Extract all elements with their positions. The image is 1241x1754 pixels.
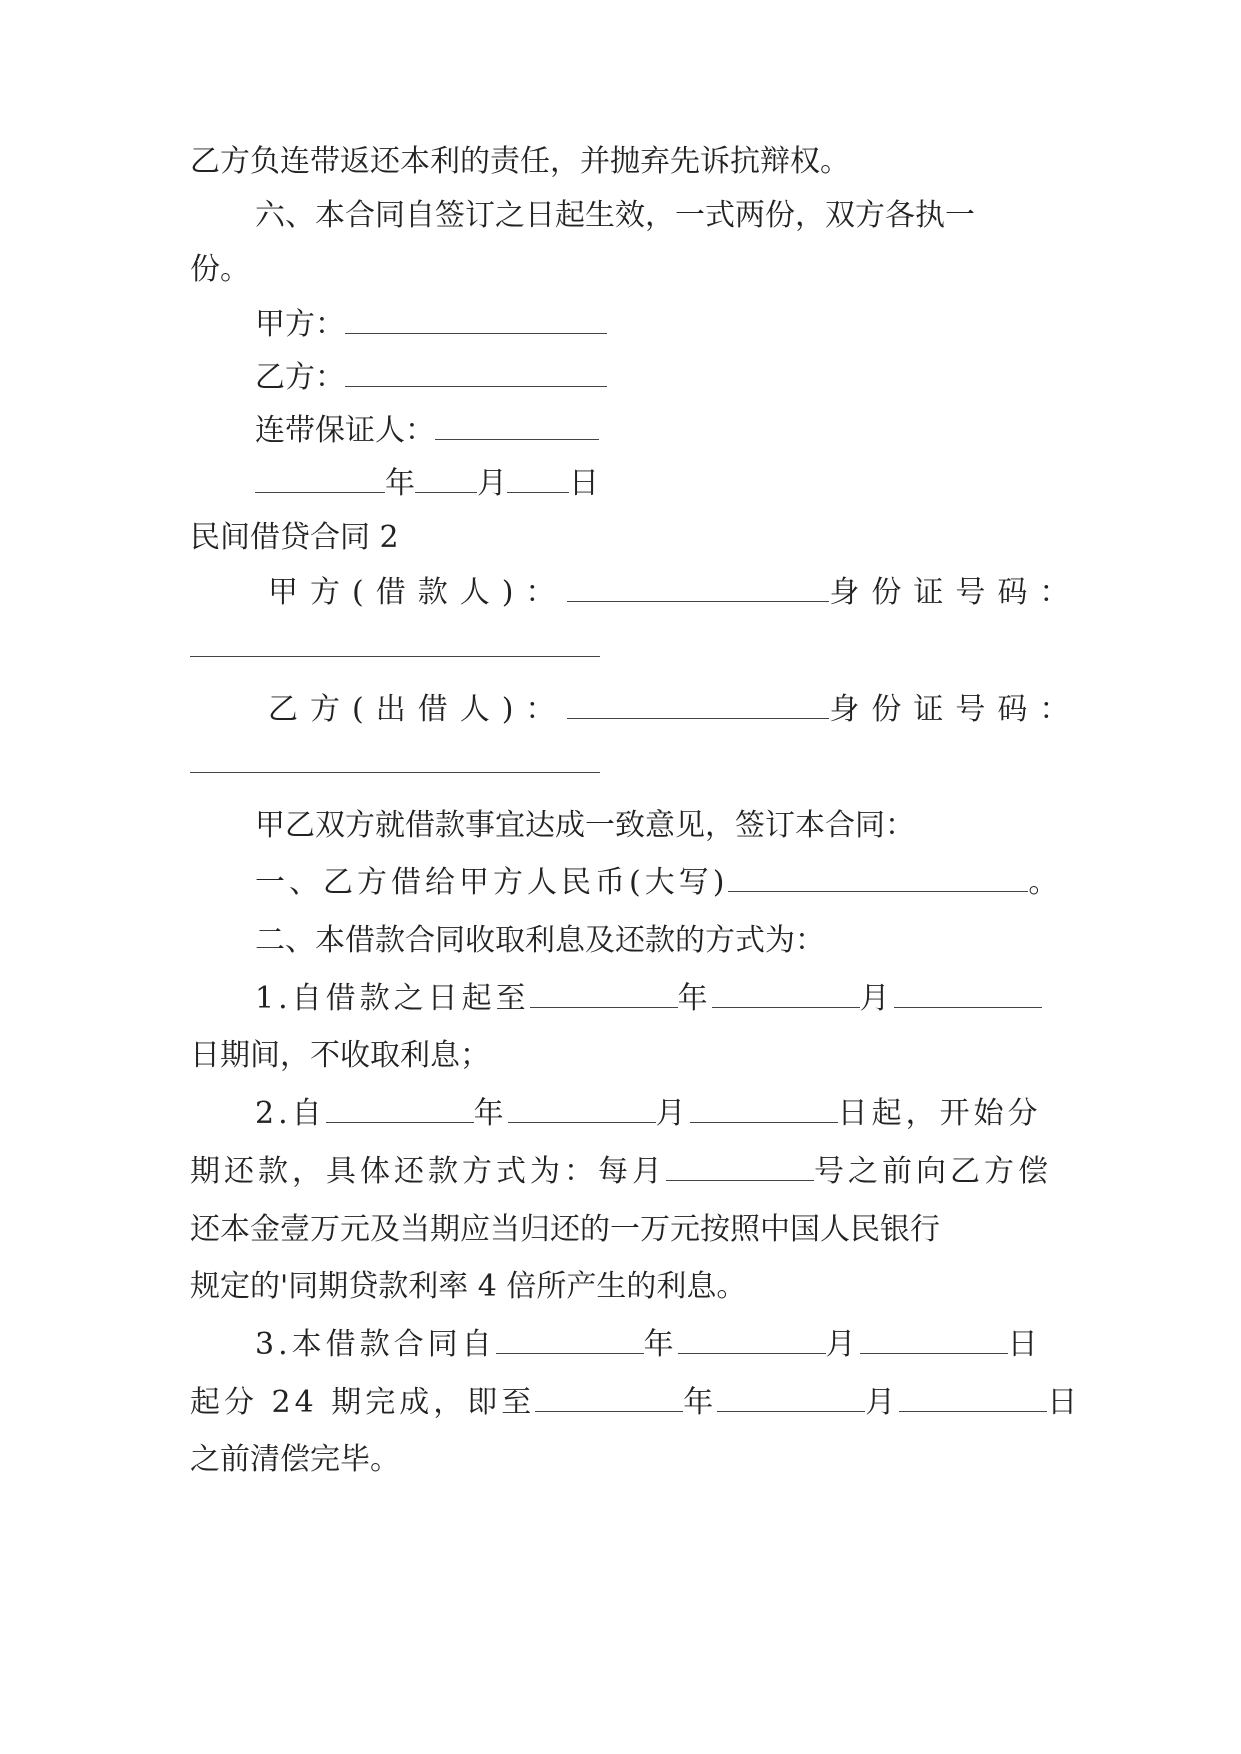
item-2-2-month-blank [508,1096,656,1123]
item-2-3-day-blank [860,1327,1008,1354]
item-1-end: 。 [1028,865,1063,900]
item-2-3-end-year-label: 年 [683,1385,718,1420]
item-2-1-year-label: 年 [677,981,712,1016]
item-2-3-day-label: 日 [1007,1327,1042,1362]
item-2-3-end-day-label: 日 [1047,1385,1082,1420]
date-month-blank [415,466,477,493]
signature-party-a-label: 甲方： [255,307,345,342]
item-2-3-year-label: 年 [643,1327,678,1362]
item-2-3-month-label: 月 [825,1327,860,1362]
item-2-1-month-label: 月 [859,981,894,1016]
item-2-2-repay-text: 号之前向乙方偿 [814,1154,1052,1189]
party-b-id-label: 身份证号码： [829,692,1082,727]
item-2-2-month-label: 月 [655,1096,690,1131]
item-2-2-day-of-month-blank [666,1154,814,1181]
item-2-3-year-blank [496,1327,644,1354]
item-2-2-year-blank [326,1096,474,1123]
item-2-3-line-1 [255,1325,1042,1365]
party-a-id-blank [190,656,600,657]
item-2-1-text: 1.自借款之日起至 [255,981,530,1016]
item-2-2-line-4: 规定的'同期贷款利率 4 倍所产生的利息。 [190,1269,747,1304]
clause-5-tail: 乙方负连带返还本利的责任，并抛弃先诉抗辩权。 [190,144,850,179]
party-b-name-blank [567,692,829,719]
clause-6-line-1: 六、本合同自签订之日起生效，一式两份，双方各执一 [255,198,975,233]
date-year-blank [255,466,385,493]
item-2-2-line-1 [255,1094,1042,1134]
item-1 [255,863,1062,903]
signature-party-b-label: 乙方： [255,360,345,395]
party-b-row [268,690,1081,730]
item-2-2-start-text: 日起，开始分 [837,1096,1042,1131]
signature-party-a-blank [345,307,607,334]
date-day-label: 日 [569,466,599,501]
signature-guarantor [255,411,599,451]
item-2-1-line-1 [255,979,1042,1019]
signature-party-a [255,305,607,345]
date-year-label: 年 [385,466,415,501]
date-month-label: 月 [477,466,507,501]
item-2-2-line-3: 还本金壹万元及当期应当归还的一万元按照中国人民银行 [190,1212,940,1247]
item-2-1-month-blank [712,981,860,1008]
item-2-2-year-label: 年 [473,1096,508,1131]
item-2-3-text: 3.本借款合同自 [255,1327,496,1362]
item-2-3-periods-text: 起分 24 期完成，即至 [190,1385,536,1420]
signature-date [255,464,599,504]
party-b-id-blank [190,772,600,773]
item-2: 二、本借款合同收取利息及还款的方式为： [255,923,825,958]
item-1-amount-blank [728,865,1028,892]
party-a-label: 甲方(借款人)： [268,575,568,610]
item-2-2-line-2 [190,1152,1052,1192]
clause-6-line-2: 份。 [190,252,250,287]
intro-text: 甲乙双方就借款事宜达成一致意见，签订本合同： [255,808,915,843]
item-2-2-day-blank [690,1096,838,1123]
item-2-3-month-blank [678,1327,826,1354]
item-2-1-line-2: 日期间，不收取利息； [190,1038,490,1073]
item-2-3-end-month-blank [717,1385,865,1412]
party-a-id-label: 身份证号码： [829,575,1082,610]
item-1-text: 一、乙方借给甲方人民币(大写) [255,865,729,900]
date-day-blank [507,466,569,493]
item-2-2-text: 2.自 [255,1096,326,1131]
item-2-3-end-month-label: 月 [865,1385,900,1420]
item-2-3-end-year-blank [535,1385,683,1412]
signature-party-b-blank [345,360,607,387]
signature-guarantor-label: 连带保证人： [255,413,435,448]
item-2-3-line-2 [190,1383,1081,1423]
signature-guarantor-blank [435,413,599,440]
item-2-3-line-3: 之前清偿完毕。 [190,1442,400,1477]
contract-2-title: 民间借贷合同 2 [190,520,399,555]
item-2-1-day-blank [894,981,1042,1008]
item-2-1-year-blank [530,981,678,1008]
party-a-row [268,573,1081,613]
item-2-2-monthly-text: 期还款，具体还款方式为：每月 [190,1154,666,1189]
item-2-3-end-day-blank [899,1385,1047,1412]
signature-party-b [255,358,607,398]
party-a-name-blank [567,575,829,602]
party-b-label: 乙方(出借人)： [268,692,568,727]
